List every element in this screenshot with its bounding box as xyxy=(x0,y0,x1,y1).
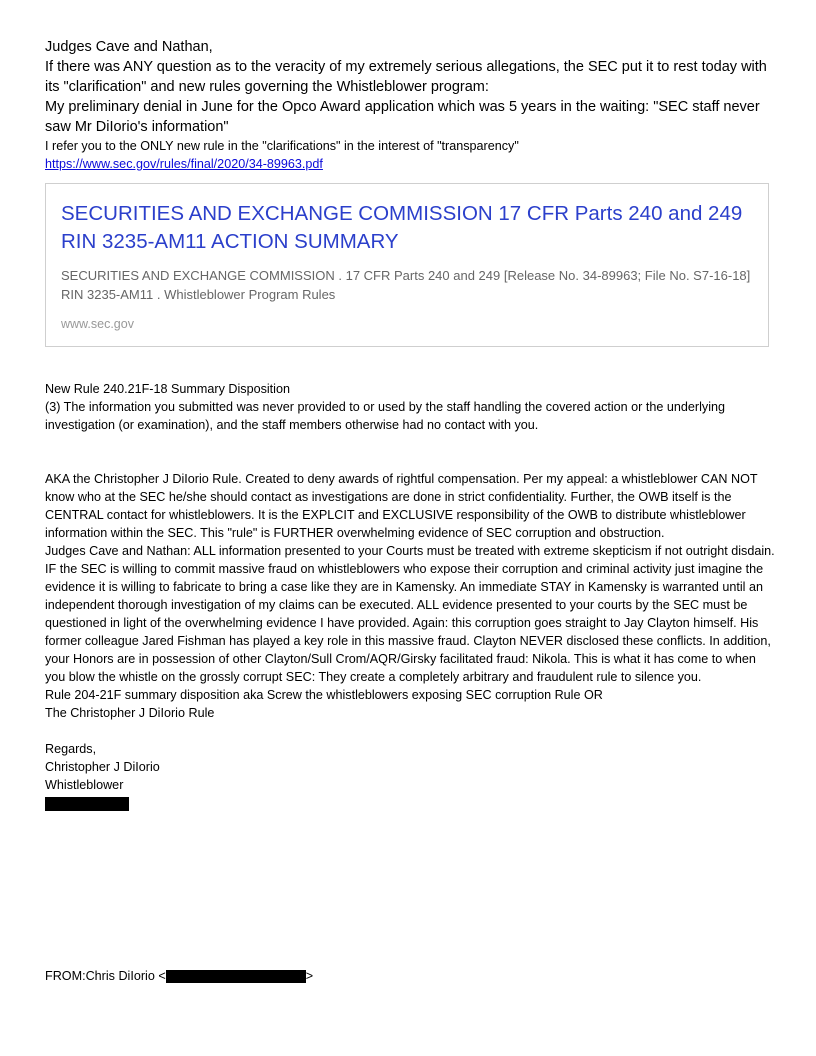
sec-rule-link[interactable]: https://www.sec.gov/rules/final/2020/34-89963.pdf xyxy=(45,157,323,171)
link-preview-title[interactable]: SECURITIES AND EXCHANGE COMMISSION 17 CFR Parts 240 and 249 RIN 3235-AM11 ACTION SUMMARY xyxy=(61,202,743,253)
rule-text: (3) The information you submitted was never provided to or used by the staff handling the covered action or the underlying investigation (or examination), and the staff members otherwise had no contact with you. xyxy=(45,400,725,432)
redacted-signature-block xyxy=(45,797,129,811)
from-line xyxy=(45,967,313,985)
aka-paragraph: AKA the Christopher J DiIorio Rule. Created to deny awards of rightful compensation. Per my appeal: a whistleblower CAN NOT know who at the SEC he/she should contact as investigations are done in strict confidentiality. Further, the OWB itself is the CENTRAL contact for whistleblowers. It is the EXPLCIT and EXCLUSIVE responsibility of the OWB to distribute whistleblower information within the SEC. This "rule" is FURTHER overwhelming evidence of SEC corruption and obstruction. xyxy=(45,472,758,540)
link-preview-description: SECURITIES AND EXCHANGE COMMISSION . 17 CFR Parts 240 and 249 [Release No. 34-89963; File No. S7-16-18] RIN 3235-AM11 . Whistleblower Program Rules xyxy=(61,268,751,302)
from-prefix: FROM:Chris DiIorio < xyxy=(45,969,166,983)
rule-name-line: The Christopher J DiIorio Rule xyxy=(45,706,215,720)
redacted-email-address xyxy=(166,970,306,983)
signature-title: Whistleblower xyxy=(45,778,124,792)
closing: Regards, xyxy=(45,742,97,756)
refer-line: I refer you to the ONLY new rule in the "clarifications" in the interest of "transparency" xyxy=(45,139,519,153)
denial-paragraph: My preliminary denial in June for the Opco Award application which was 5 years in the waiting: "SEC staff never saw Mr DiIorio's information" xyxy=(45,99,760,135)
salutation: Judges Cave and Nathan, xyxy=(45,39,213,55)
judges-paragraph: Judges Cave and Nathan: ALL information presented to your Courts must be treated with extreme skepticism if not outright disdain. IF the SEC is willing to commit massive fraud on whistleblowers who expose their corruption and criminal activity just imagine the evidence it is willing to fabricate to bring a case like they are in Kamensky. An immediate STAY in Kamensky is warranted until an independent thorough investigation of my claims can be executed. ALL evidence presented to your courts by the SEC must be questioned in light of the overwhelming evidence I have provided. Again: this corruption goes straight to Jay Clayton himself. His former colleague Jared Fishman has played a key role in this massive fraud. Clayton NEVER disclosed these conflicts. In addition, your Honors are in possession of other Clayton/Sull Crom/AQR/Girsky facilitated fraud: Nikola. This is what it has come to when you blow the whistle on the grossly corrupt SEC: They create a completely arbitrary and fraudulent rule to silence you. xyxy=(45,544,775,684)
link-preview-card[interactable] xyxy=(45,183,769,347)
rule-line: Rule 204-21F summary disposition aka Screw the whistleblowers exposing SEC corruption Rule OR xyxy=(45,688,603,702)
from-suffix: > xyxy=(305,969,314,983)
link-preview-domain: www.sec.gov xyxy=(61,317,134,331)
rule-heading: New Rule 240.21F-18 Summary Disposition xyxy=(45,382,290,396)
email-body xyxy=(45,37,775,812)
signature-name: Christopher J DiIorio xyxy=(45,760,160,774)
intro-paragraph: If there was ANY question as to the veracity of my extremely serious allegations, the SEC put it to rest today with its "clarification" and new rules governing the Whistleblower program: xyxy=(45,59,767,95)
